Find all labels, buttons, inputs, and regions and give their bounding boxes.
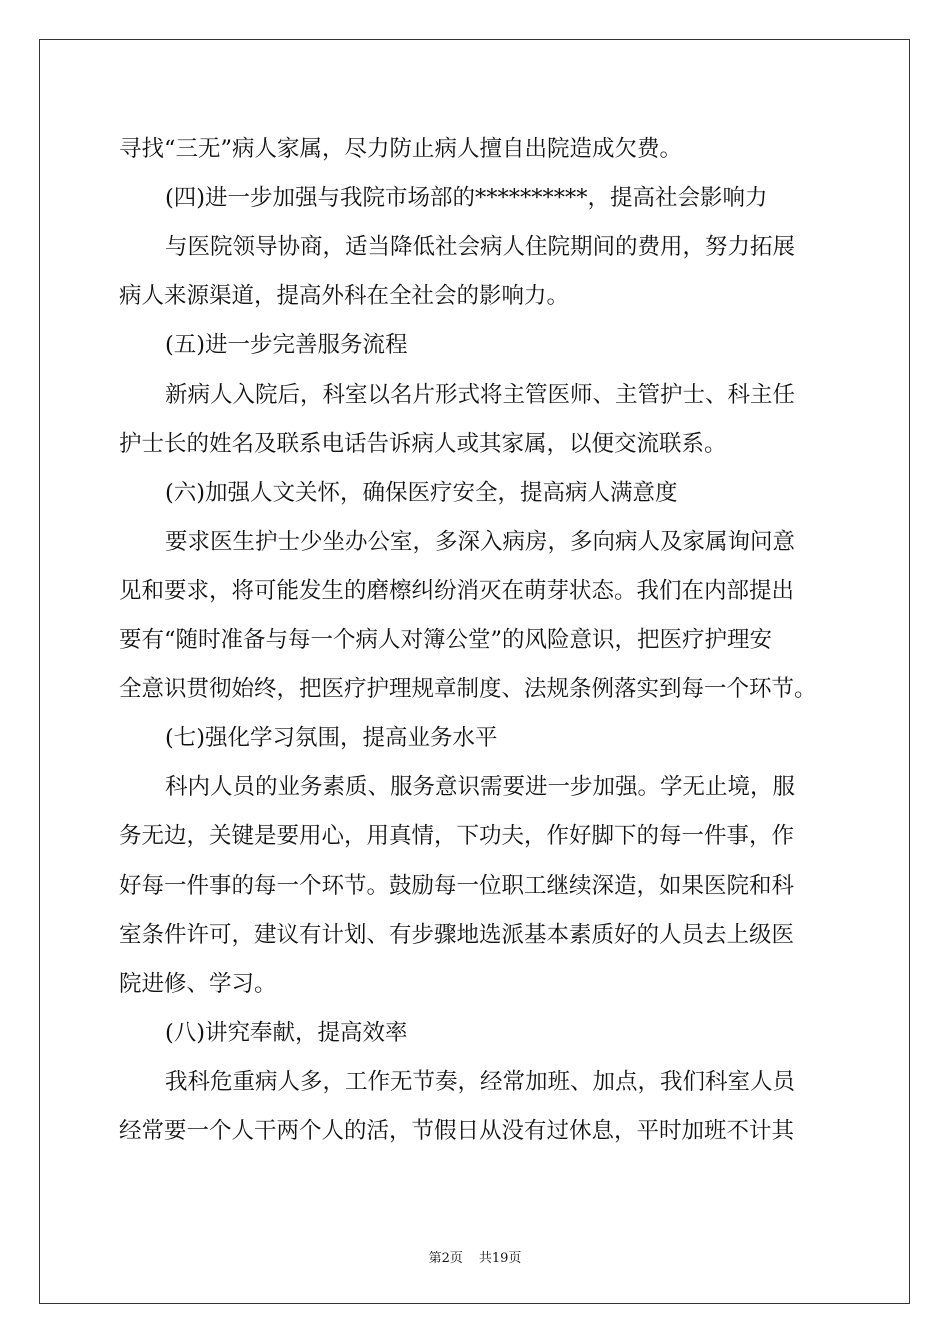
text-line: 病人来源渠道，提高外科在全社会的影响力。: [119, 283, 570, 310]
text-line: 全意识贯彻始终，把医疗护理规章制度、法规条例落实到每一个环节。: [119, 676, 817, 703]
text-line: 经常要一个人干两个人的活，节假日从没有过休息，平时加班不计其: [119, 1118, 795, 1144]
text-line: (四)进一步加强与我院市场部的**********，提高社会影响力: [165, 185, 768, 212]
text-line: 新病人入院后，科室以名片形式将主管医师、主管护士、科主任: [165, 381, 796, 408]
text-line: 好每一件事的每一个环节。鼓励每一位职工继续深造，如果医院和科: [119, 872, 795, 899]
text-line: (七)强化学习氛围，提高业务水平: [165, 725, 498, 752]
page-footer: [0, 1250, 950, 1268]
text-line: 要有“随时准备与每一个病人对簿公堂”的风险意识，把医疗护理安: [119, 627, 773, 653]
text-line: 务无边，关键是要用心，用真情，下功夫，作好脚下的每一件事，作: [119, 823, 795, 850]
text-line: 与医院领导协商，适当降低社会病人住院期间的费用，努力拓展: [165, 234, 796, 261]
page-number: 第2页: [428, 1251, 463, 1266]
text-line: 科内人员的业务素质、服务意识需要进一步加强。学无止境，服: [165, 774, 796, 801]
text-line: 室条件许可，建议有计划、有步骤地选派基本素质好的人员去上级医: [119, 921, 795, 948]
text-line: (六)加强人文关怀，确保医疗安全，提高病人满意度: [165, 479, 678, 506]
text-line: 见和要求，将可能发生的磨檫纠纷消灭在萌芽状态。我们在内部提出: [119, 577, 795, 604]
text-line: (五)进一步完善服务流程: [165, 332, 408, 359]
text-line: (八)讲究奉献，提高效率: [165, 1019, 408, 1046]
text-line: 寻找“三无”病人家属，尽力防止病人擅自出院造成欠费。: [119, 136, 683, 162]
text-line: 院进修、学习。: [119, 970, 277, 997]
text-line: 我科危重病人多，工作无节奏，经常加班、加点，我们科室人员: [165, 1068, 796, 1095]
text-line: 护士长的姓名及联系电话告诉病人或其家属，以便交流联系。: [119, 430, 727, 457]
page-total: 共19页: [478, 1251, 522, 1266]
text-line: 要求医生护士少坐办公室，多深入病房，多向病人及家属询问意: [165, 528, 796, 555]
